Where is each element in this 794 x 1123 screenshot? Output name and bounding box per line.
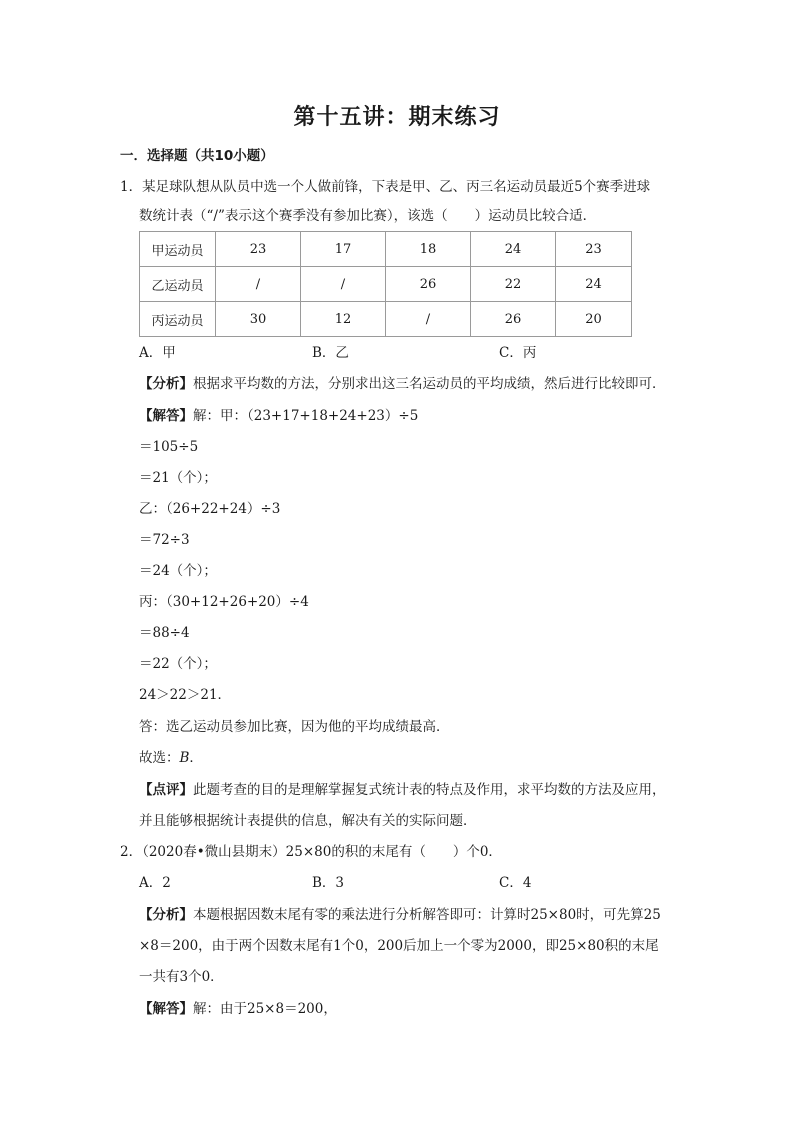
table-cell: 乙运动员 <box>140 267 216 302</box>
table-cell: 26 <box>386 267 471 302</box>
table-cell: 26 <box>471 302 556 337</box>
q1-choice <box>139 748 203 768</box>
q1-comment-line2: 并且能够根据统计表提供的信息，解决有关的实际问题． <box>139 813 477 829</box>
q1-option-c: C．丙 <box>499 345 537 361</box>
q2-analysis-line3: 一共有3个0． <box>139 969 224 985</box>
answer-tag: 【解答】 <box>139 408 193 424</box>
q2-option-b: B．3 <box>312 875 345 891</box>
table-cell: 24 <box>556 267 632 302</box>
table-cell: 18 <box>386 232 471 267</box>
table-cell: / <box>386 302 471 337</box>
answer-line: 解：由于25×8＝200， <box>193 1001 337 1017</box>
comment-tag: 【点评】 <box>139 782 193 798</box>
work-line: 乙：（26+22+24）÷3 <box>139 501 281 517</box>
work-line: 丙：（30+12+26+20）÷4 <box>139 594 309 610</box>
q2-analysis <box>139 905 661 925</box>
work-line: 24＞22＞21． <box>139 687 232 703</box>
answer-line: 解：甲：（23+17+18+24+23）÷5 <box>193 408 419 424</box>
table-cell: / <box>301 267 386 302</box>
q1-option-b: B．乙 <box>312 345 349 361</box>
q1-comment <box>139 780 666 800</box>
table-cell: 12 <box>301 302 386 337</box>
table-cell: 甲运动员 <box>140 232 216 267</box>
q1-stem-line1: 1．某足球队想从队员中选一个人做前锋，下表是甲、乙、丙三名运动员最近5个赛季进球 <box>120 179 651 195</box>
table-cell: 24 <box>471 232 556 267</box>
q2-option-a: A．2 <box>139 875 171 891</box>
work-line: ＝21（个）； <box>139 470 217 486</box>
table-cell: 22 <box>471 267 556 302</box>
table-cell: 20 <box>556 302 632 337</box>
work-line: ＝24（个）； <box>139 563 217 579</box>
analysis-tag: 【分析】 <box>139 376 193 392</box>
analysis-tag: 【分析】 <box>139 907 193 923</box>
choice-suffix: ． <box>189 750 203 766</box>
analysis-text: 本题根据因数末尾有零的乘法进行分析解答即可：计算时25×80时，可先算25 <box>193 907 661 923</box>
table-row <box>140 267 632 302</box>
section-heading: 一．选择题（共10小题） <box>120 148 274 164</box>
q1-answer <box>139 406 418 426</box>
table-cell: 丙运动员 <box>140 302 216 337</box>
choice-letter: B <box>179 750 190 766</box>
q2-analysis-line2: ×8＝200，由于两个因数末尾有1个0，200后加上一个零为2000，即25×80积的末尾 <box>139 938 659 954</box>
comment-text: 此题考查的目的是理解掌握复式统计表的特点及作用，求平均数的方法及应用， <box>193 782 666 798</box>
q1-option-a: A．甲 <box>139 345 176 361</box>
q2-option-c: C．4 <box>499 875 532 891</box>
table-cell: 17 <box>301 232 386 267</box>
table-cell: 23 <box>216 232 301 267</box>
table-cell: / <box>216 267 301 302</box>
work-line: ＝88÷4 <box>139 625 190 641</box>
q1-score-table <box>139 231 632 337</box>
work-line: ＝72÷3 <box>139 532 190 548</box>
table-cell: 30 <box>216 302 301 337</box>
q1-stem-line2: 数统计表（“/”表示这个赛季没有参加比赛），该选（ ）运动员比较合适． <box>139 208 597 224</box>
q2-stem: 2．（2020春•微山县期末）25×80的积的末尾有（ ）个0． <box>120 844 502 860</box>
work-line: 答：选乙运动员参加比赛，因为他的平均成绩最高． <box>139 719 450 735</box>
analysis-text: 根据求平均数的方法，分别求出这三名运动员的平均成绩，然后进行比较即可． <box>193 376 666 392</box>
choice-prefix: 故选： <box>139 750 180 766</box>
answer-tag: 【解答】 <box>139 1001 193 1017</box>
q1-analysis <box>139 374 666 394</box>
q2-answer <box>139 999 337 1019</box>
table-cell: 23 <box>556 232 632 267</box>
table-row <box>140 232 632 267</box>
page-title: 第十五讲：期末练习 <box>293 105 501 130</box>
work-line: ＝105÷5 <box>139 439 199 455</box>
table-row <box>140 302 632 337</box>
work-line: ＝22（个）； <box>139 656 217 672</box>
